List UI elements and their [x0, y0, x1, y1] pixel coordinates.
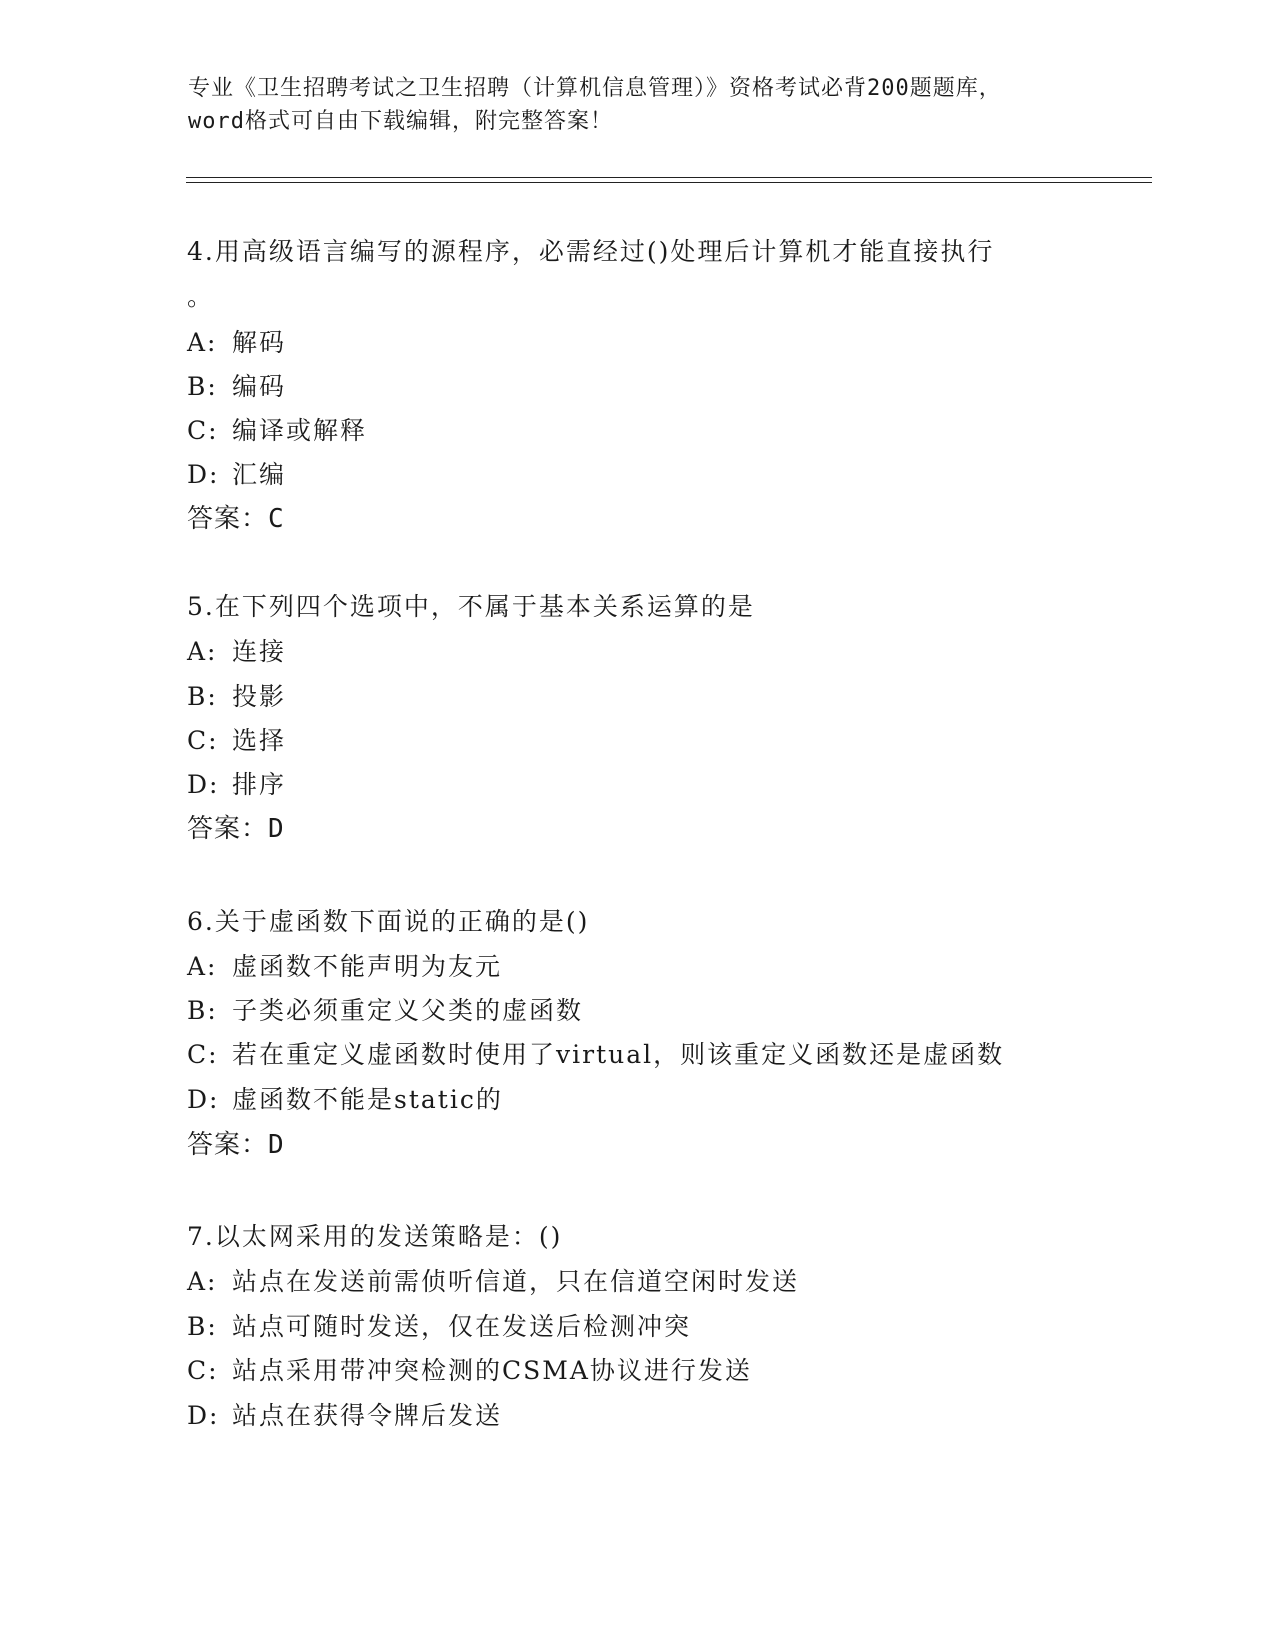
option-letter: A: — [187, 637, 218, 666]
option-text: 若在重定义虚函数时使用了virtual，则该重定义函数还是虚函数 — [232, 1040, 1005, 1069]
question-stem-continuation: 。 — [187, 282, 215, 311]
option-text: 汇编 — [232, 460, 287, 489]
option-letter: D: — [187, 1401, 220, 1430]
option-a — [187, 950, 502, 984]
option-letter: C: — [187, 1040, 219, 1069]
option-c — [187, 724, 286, 758]
option-d — [187, 1083, 503, 1117]
option-text: 站点采用带冲突检测的CSMA协议进行发送 — [232, 1356, 752, 1385]
option-letter: A: — [187, 952, 218, 981]
option-letter: A: — [187, 1267, 218, 1296]
option-d — [187, 768, 286, 802]
option-letter: D: — [187, 770, 220, 799]
header-title-line1: 专业《卫生招聘考试之卫生招聘（计算机信息管理）》资格考试必背200题题库， — [188, 76, 1002, 101]
header-divider-top — [186, 177, 1152, 178]
option-text: 连接 — [232, 637, 287, 666]
option-d — [187, 458, 286, 492]
option-text: 子类必须重定义父类的虚函数 — [232, 996, 584, 1025]
option-letter: D: — [187, 1085, 220, 1114]
option-text: 投影 — [232, 682, 287, 711]
option-text: 虚函数不能是static的 — [232, 1085, 503, 1114]
option-letter: D: — [187, 460, 220, 489]
option-d — [187, 1399, 502, 1433]
option-text: 编码 — [232, 372, 287, 401]
option-letter: B: — [187, 1312, 218, 1341]
option-letter: C: — [187, 1356, 219, 1385]
option-text: 虚函数不能声明为友元 — [232, 952, 503, 981]
option-b — [187, 680, 286, 714]
question-stem: 4.用高级语言编写的源程序，必需经过()处理后计算机才能直接执行 — [187, 237, 995, 266]
option-c — [187, 414, 367, 448]
option-text: 站点在获得令牌后发送 — [232, 1401, 503, 1430]
option-text: 选择 — [232, 726, 287, 755]
header-divider-bottom — [186, 182, 1152, 183]
header-title-line2: word格式可自由下载编辑，附完整答案！ — [188, 109, 613, 134]
question-stem: 7.以太网采用的发送策略是：() — [187, 1222, 563, 1251]
question-stem: 6.关于虚函数下面说的正确的是() — [187, 907, 590, 936]
option-text: 站点在发送前需侦听信道，只在信道空闲时发送 — [232, 1267, 800, 1296]
option-b — [187, 1310, 691, 1344]
option-letter: B: — [187, 996, 218, 1025]
option-b — [187, 994, 583, 1028]
option-a — [187, 635, 286, 669]
option-letter: B: — [187, 682, 218, 711]
option-text: 解码 — [232, 328, 287, 357]
question-stem: 5.在下列四个选项中，不属于基本关系运算的是 — [187, 592, 755, 621]
option-text: 站点可随时发送，仅在发送后检测冲突 — [232, 1312, 692, 1341]
option-letter: A: — [187, 328, 218, 357]
option-a — [187, 326, 286, 360]
option-text: 排序 — [232, 770, 287, 799]
option-letter: C: — [187, 726, 219, 755]
option-a — [187, 1265, 799, 1299]
option-c — [187, 1038, 1004, 1072]
answer-line: 答案：D — [187, 1130, 285, 1160]
option-c — [187, 1354, 752, 1388]
answer-line: 答案：D — [187, 814, 285, 844]
option-letter: C: — [187, 416, 219, 445]
option-letter: B: — [187, 372, 218, 401]
document-header — [188, 72, 1088, 138]
option-b — [187, 370, 286, 404]
answer-line: 答案：C — [187, 504, 285, 534]
option-text: 编译或解释 — [232, 416, 368, 445]
